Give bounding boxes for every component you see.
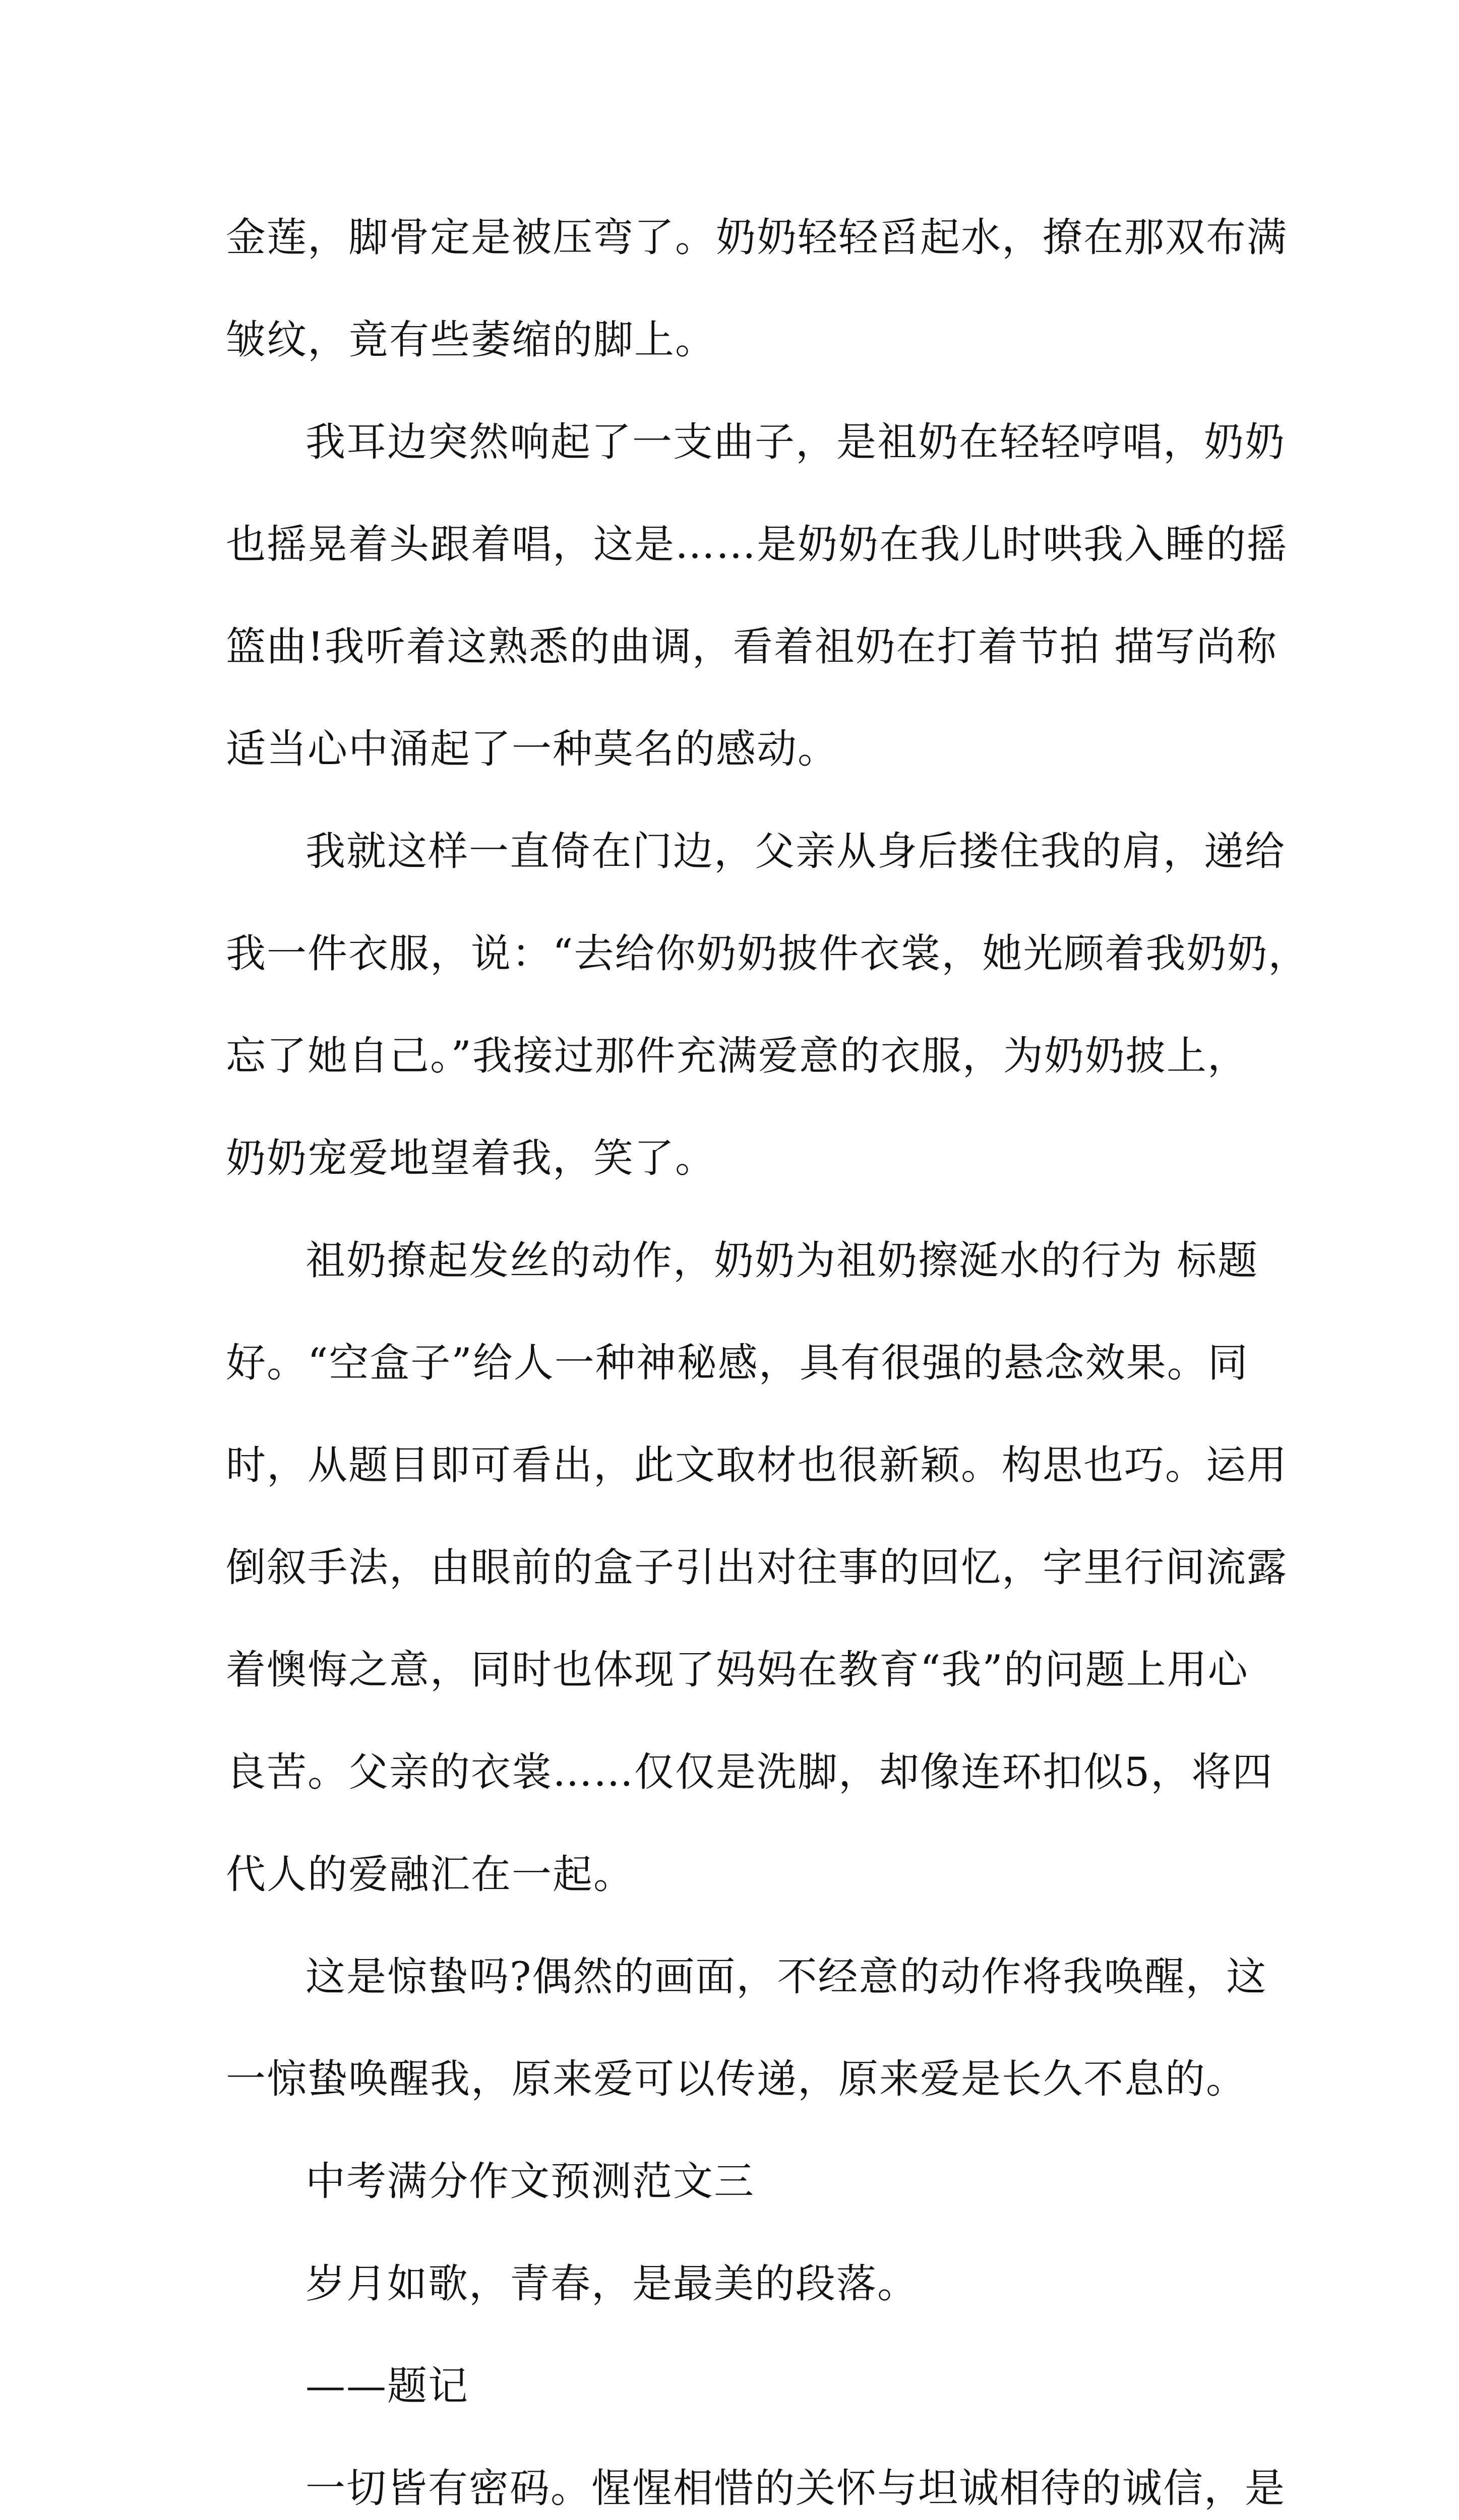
text-line: 也摇晃着头跟着唱，这是……是奶奶在我儿时哄我入睡的摇 (226, 521, 1288, 568)
text-line: 倒叙手法，由眼前的盒子引出对往事的回忆，字里行间流露 (226, 1544, 1288, 1591)
text-line: 时，从题目即可看出，此文取材也很新颖。构思也巧。运用 (226, 1442, 1288, 1488)
paragraph-start-line: 一切皆有密码。惺惺相惜的关怀与坦诚相待的诚信，是 (306, 2465, 1286, 2511)
text-line: 好。“空盒子”给人一种神秘感，具有很强的悬念效果。同 (226, 1340, 1249, 1386)
paragraph-start-line: 我耳边突然响起了一支曲子，是祖奶在轻轻哼唱，奶奶 (306, 419, 1286, 465)
text-line: 代人的爱融汇在一起。 (226, 1851, 634, 1898)
text-line: 忘了她自己。”我接过那件充满爱意的衣服，为奶奶披上， (226, 1033, 1248, 1079)
text-line: 适当心中涌起了一种莫名的感动。 (226, 726, 838, 772)
text-line: 篮曲!我听着这熟悉的曲调，看着祖奶在打着节拍 描写尚称 (226, 623, 1278, 670)
section-heading: 中考满分作文预测范文三 (306, 2158, 755, 2204)
paragraph-start-line: 祖奶撩起发丝的动作，奶奶为祖奶擦涎水的行为 标题 (306, 1237, 1259, 1284)
paragraph-start-line: 我就这样一直倚在门边，父亲从身后搂住我的肩，递给 (306, 828, 1286, 874)
text-line: 着懊悔之意，同时也体现了妈妈在教育“我”的问题上用心 (226, 1647, 1249, 1693)
text-line: 皱纹，竟有些萎缩的脚上。 (226, 317, 716, 363)
body-text (226, 186, 1309, 2520)
text-line: 我一件衣服，说：“去给你奶奶披件衣裳，她光顾着我奶奶， (226, 930, 1309, 977)
text-line: 一惊蛰唤醒我，原来爱可以传递，原来爱是长久不息的。 (226, 2056, 1247, 2102)
text-line: 金莲，脚骨定是被压弯了。奶奶轻轻舀起水，撩在那双布满 (226, 214, 1288, 261)
text-line: 奶奶宠爱地望着我，笑了。 (226, 1135, 716, 1181)
text-line: 良苦。父亲的衣裳……仅仅是洗脚，却像连环扣似5，将四 (226, 1749, 1273, 1795)
epigraph-attribution: ——题记 (306, 2363, 469, 2409)
paragraph-start-line: 这是惊蛰吗?偶然的画面，不经意的动作将我唤醒，这 (306, 1954, 1267, 2000)
epigraph-line: 岁月如歌，青春，是最美的段落。 (306, 2260, 918, 2307)
